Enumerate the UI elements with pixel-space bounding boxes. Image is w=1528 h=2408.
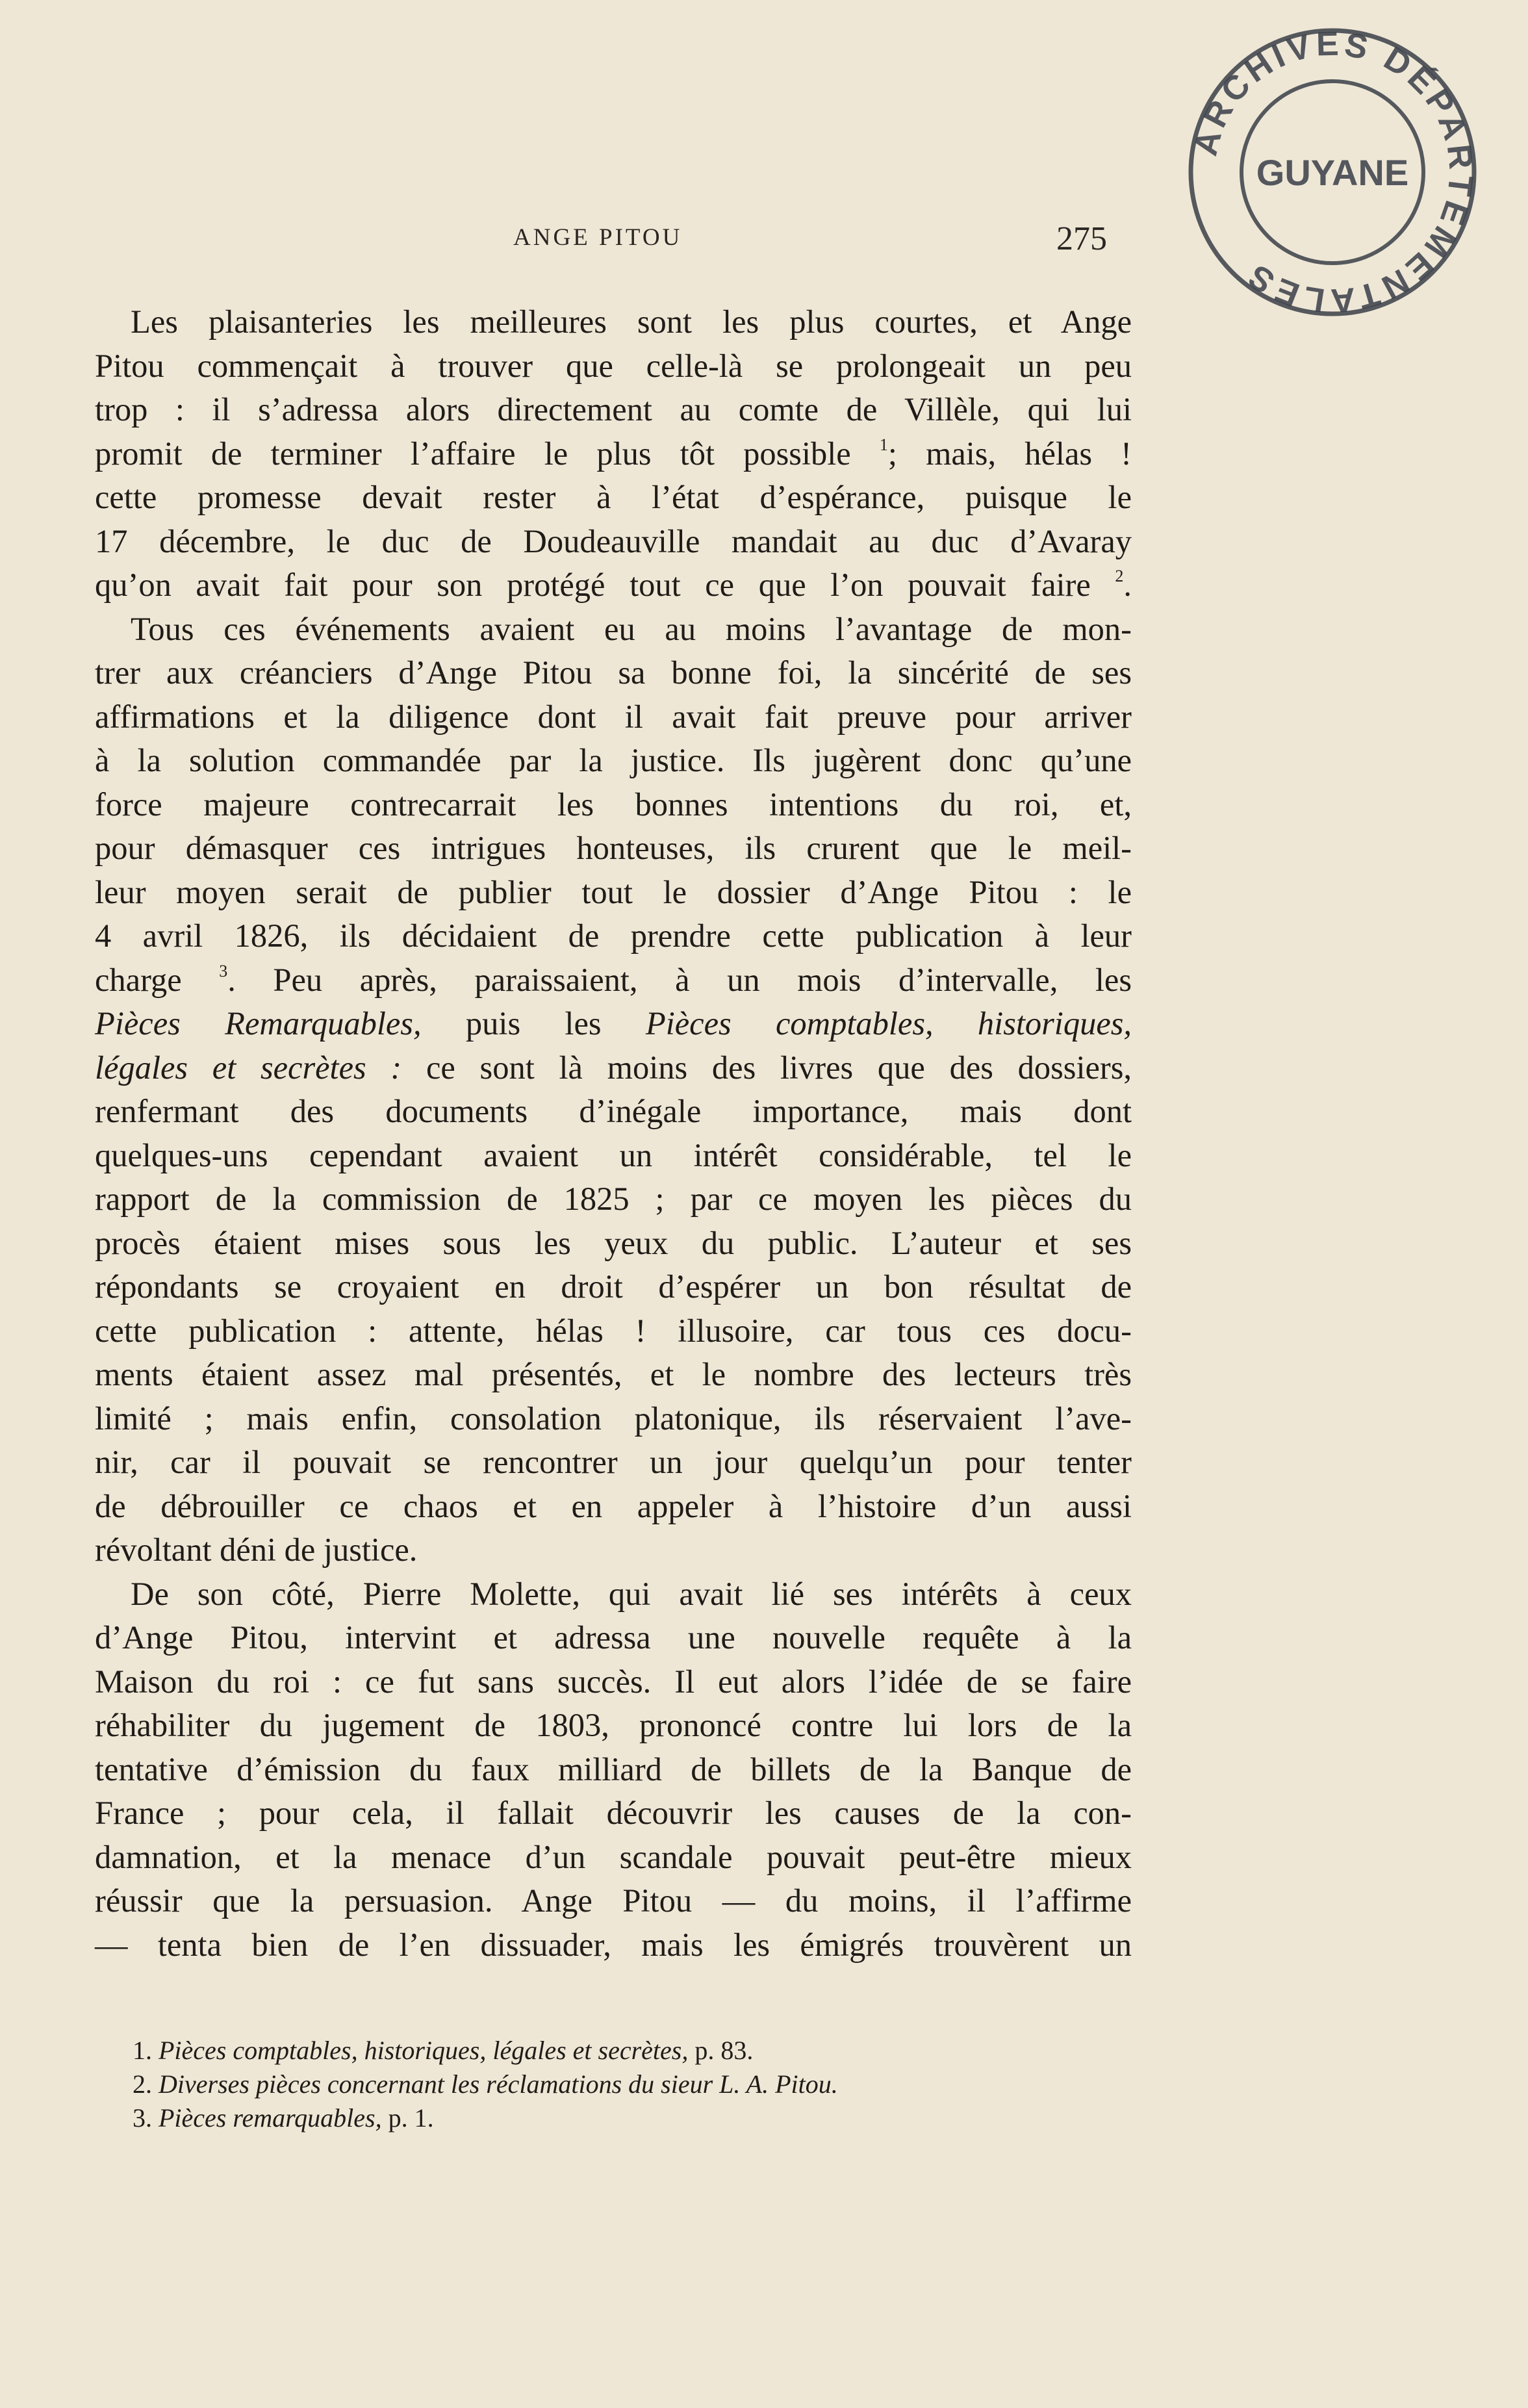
text-line: procès étaient mises sous les yeux du public. L’auteur et ses [95,1224,1132,1261]
text-line: répondants se croyaient en droit d’espérer un bon résultat de [95,1268,1132,1305]
text-line: promit de terminer l’affaire le plus tôt possible $^1$; mais, hélas ! [95,435,1132,472]
text-line: réussir que la persuasion. Ange Pitou — du moins, il l’affirme [95,1882,1132,1919]
body-text [95,300,1132,1967]
text-line: leur moyen serait de publier tout le dossier d’Ange Pitou : le [95,873,1132,910]
footnote: 3. Pièces remarquables, p. 1. [133,2103,434,2133]
text-line: pour démasquer ces intrigues honteuses, ils crurent que le meil- [95,830,1132,866]
text-line: Maison du roi : ce fut sans succès. Il eut alors l’idée de se faire [95,1663,1132,1700]
footnote: 2. Diverses pièces concernant les réclamations du sieur L. A. Pitou. [133,2069,838,2099]
footnote: 1. Pièces comptables, historiques, légales et secrètes, p. 83. [133,2036,754,2065]
text-line: tentative d’émission du faux milliard de billets de la Banque de [95,1750,1132,1787]
text-line: cette promesse devait rester à l’état d’espérance, puisque le [95,479,1132,515]
text-line: — tenta bien de l’en dissuader, mais les émigrés trouvèrent un [95,1926,1132,1963]
text-line: nir, car il pouvait se rencontrer un jour quelqu’un pour tenter [95,1444,1132,1480]
stamp-inner-text: GUYANE [1256,152,1409,193]
text-line: damnation, et la menace d’un scandale pouvait peut-être mieux [95,1838,1132,1875]
text-line: quelques-uns cependant avaient un intérêt considérable, tel le [95,1136,1132,1173]
stamp-outer-text: ARCHIVES DÉPARTEMENTALES [1186,25,1481,320]
footnote-ref: 1 [879,435,888,454]
footnote-ref: 2 [1115,567,1124,585]
text-line: trop : il s’adressa alors directement au comte de Villèle, qui lui [95,391,1132,428]
text-line: réhabiliter du jugement de 1803, prononcé contre lui lors de la [95,1707,1132,1743]
text-line: 4 avril 1826, ils décidaient de prendre cette publication à leur [95,917,1132,954]
text-line: à la solution commandée par la justice. Ils jugèrent donc qu’une [95,742,1132,778]
text-line: qu’on avait fait pour son protégé tout ce que l’on pouvait faire $^2$. [95,567,1132,603]
text-line: charge $^3$. Peu après, paraissaient, à un mois d’intervalle, les [95,961,1132,998]
text-line: révoltant déni de justice. [95,1531,418,1568]
footnotes [133,2034,1133,2135]
text-line: force majeure contrecarrait les bonnes intentions du roi, et, [95,786,1132,823]
text-line: trer aux créanciers d’Ange Pitou sa bonne foi, la sincérité de ses [95,654,1132,691]
text-line: De son côté, Pierre Molette, qui avait lié ses intérêts à ceux [131,1575,1132,1612]
running-header-title: ANGE PITOU [513,224,683,251]
text-line: affirmations et la diligence dont il avait fait preuve pour arriver [95,698,1132,735]
text-line: Pièces Remarquables, puis les Pièces comptables, historiques, [95,1005,1132,1042]
text-line: ments étaient assez mal présentés, et le nombre des lecteurs très [95,1356,1132,1392]
footnote-ref: 3 [219,961,228,980]
text-line: France ; pour cela, il fallait découvrir les causes de la con- [95,1795,1132,1831]
text-line: de débrouiller ce chaos et en appeler à l’histoire d’un aussi [95,1487,1132,1524]
text-line: d’Ange Pitou, intervint et adressa une nouvelle requête à la [95,1619,1132,1656]
text-line: Les plaisanteries les meilleures sont les plus courtes, et Ange [131,303,1132,340]
text-line: cette publication : attente, hélas ! illusoire, car tous ces docu- [95,1312,1132,1349]
archive-stamp [1180,19,1485,325]
text-line: 17 décembre, le duc de Doudeauville mandait au duc d’Avaray [95,522,1132,559]
text-line: Pitou commençait à trouver que celle-là se prolongeait un peu [95,347,1132,384]
text-line: renfermant des documents d’inégale importance, mais dont [95,1093,1132,1129]
page-number: 275 [1056,220,1107,257]
text-line: légales et secrètes : ce sont là moins des livres que des dossiers, [95,1049,1132,1086]
text-line: Tous ces événements avaient eu au moins l’avantage de mon- [131,610,1132,647]
text-line: rapport de la commission de 1825 ; par ce moyen les pièces du [95,1181,1132,1217]
text-line: limité ; mais enfin, consolation platonique, ils réservaient l’ave- [95,1400,1132,1437]
